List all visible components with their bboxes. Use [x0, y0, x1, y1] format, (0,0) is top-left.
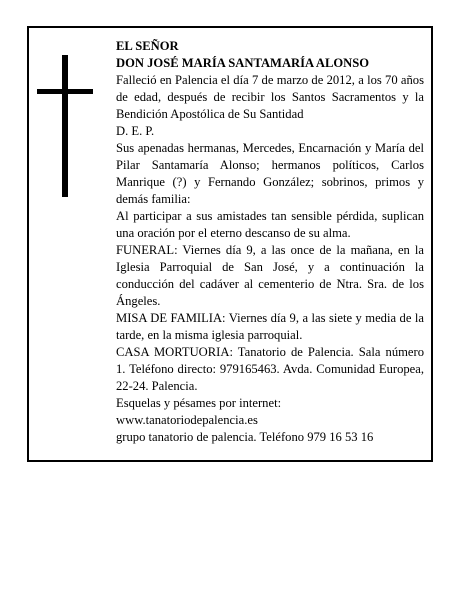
rip-abbreviation: D. E. P.: [116, 124, 155, 138]
deceased-name: DON JOSÉ MARÍA SANTAMARÍA ALONSO: [116, 56, 370, 70]
website-address: www.tanatoriodepalencia.es: [116, 413, 258, 427]
funeral-group-phone: grupo tanatorio de palencia. Teléfono 979 16 53 16: [116, 430, 374, 444]
death-statement: Falleció en Palencia el día 7 de marzo de 2012, a los 70 años de edad, después de recibir los Santos Sacramentos y la Bendición Apostólica de Su Santidad: [116, 73, 424, 121]
cross-icon: [37, 55, 93, 197]
prayer-request: Al participar a sus amistades tan sensible pérdida, suplican una oración por el eterno descanso de su alma.: [116, 209, 424, 240]
family-members: Sus apenadas hermanas, Mercedes, Encarnación y María del Pilar Santamaría Alonso; hermanos políticos, Carlos Manrique (?) y Fernando González; sobrinos, primos y demás familia:: [116, 141, 424, 206]
funeral-details: FUNERAL: Viernes día 9, a las once de la mañana, en la Iglesia Parroquial de San José, y a continuación la conducción del cadáver al cementerio de Ntra. Sra. de los Ángeles.: [116, 243, 424, 308]
family-mass-details: MISA DE FAMILIA: Viernes día 9, a las siete y media de la tarde, en la misma iglesia parroquial.: [116, 311, 424, 342]
cross-vertical-bar: [62, 55, 68, 197]
notice-body: [116, 38, 424, 446]
funeral-home-details: CASA MORTUORIA: Tanatorio de Palencia. Sala número 1. Teléfono directo: 979165463. Avda. Comunidad Europea, 22-24. Palencia.: [116, 345, 424, 393]
cross-horizontal-bar: [37, 89, 93, 94]
internet-condolences-label: Esquelas y pésames por internet:: [116, 396, 282, 410]
obituary-notice: [27, 26, 433, 462]
notice-title: EL SEÑOR: [116, 39, 179, 53]
